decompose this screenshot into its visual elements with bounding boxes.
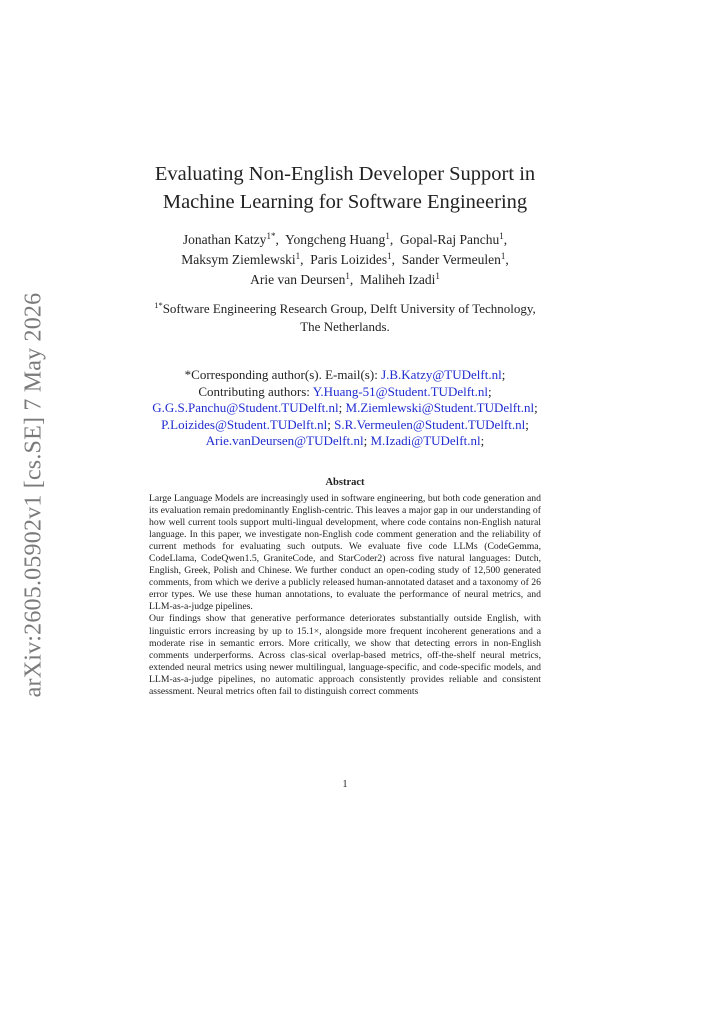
arxiv-sidebar <box>14 292 54 698</box>
author-name: Sander Vermeulen <box>401 252 501 267</box>
corresponding-line: *Corresponding author(s). E-mail(s): J.B.Katzy@TUDelft.nl; <box>184 367 506 382</box>
affiliation-line-1 <box>130 300 560 318</box>
author-sup: 1 <box>435 271 440 281</box>
author-name: Jonathan Katzy <box>182 232 267 247</box>
author-name: Maksym Ziemlewski <box>181 252 296 267</box>
abstract-paragraph-2: Our findings show that generative performance deteriorates substantially outside English, with linguistic errors increasing by up to 15.1×, alongside more frequent incoherent generations and a moderate rise in semantic errors. More critically, we show that detecting errors in non-English comments underperforms. Across clas-sical overlap-based metrics, off-the-shelf neural metrics, extended neural metrics using newer multilingual, language-specific, and code-specific models, and LLM-as-a-judge pipelines, no automatic approach consistently provides reliable and consistent assessment. Neural metrics often fail to distinguish correct comments <box>149 613 541 697</box>
abstract-body <box>149 493 541 699</box>
author-line-3: Arie van Deursen$^1$, Maliheh Izadi$^1$ <box>250 271 440 287</box>
author-sup: 1 <box>385 231 390 241</box>
author-sup: 1 <box>499 231 504 241</box>
email-link[interactable]: M.Izadi@TUDelft.nl <box>370 433 481 448</box>
author-name: Yongcheng Huang <box>285 232 386 247</box>
corresponding-label: *Corresponding author(s). E-mail(s): <box>184 367 378 382</box>
email-link[interactable]: Y.Huang-51@Student.TUDelft.nl <box>312 383 489 399</box>
contributing-line-3: P.Loizides@Student.TUDelft.nl; S.R.Vermeulen@Student.TUDelft.nl; <box>161 416 529 432</box>
title-line-1: Evaluating Non-English Developer Support in <box>154 163 536 185</box>
affiliation-text: Software Engineering Research Group, Delft University of Technology, <box>162 301 536 316</box>
contributing-label: Contributing authors: <box>198 383 310 399</box>
author-sup: 1 <box>295 251 301 261</box>
email-link[interactable]: Arie.vanDeursen@TUDelft.nl <box>205 433 364 448</box>
author-line-2: Maksym Ziemlewski$^1$, Paris Loizides$^1$, Sander Vermeulen$^1$, <box>181 251 509 267</box>
email-link[interactable]: S.R.Vermeulen@Student.TUDelft.nl <box>334 416 526 432</box>
author-name: Arie van Deursen <box>250 272 346 287</box>
author-sup: 1* <box>266 231 276 241</box>
author-list <box>130 230 560 290</box>
page-number: 1 <box>342 779 348 790</box>
title-line-2: Machine Learning for Software Engineering <box>162 191 528 213</box>
email-link[interactable]: J.B.Katzy@TUDelft.nl <box>381 367 502 382</box>
affiliation-line-2: The Netherlands. <box>300 319 390 334</box>
author-line-1: Jonathan Katzy$^{1*}$, Yongcheng Huang$^1$, Gopal-Raj Panchu$^1$, <box>182 231 508 247</box>
arxiv-identifier: arXiv:2605.05902v1 [cs.SE] 7 May 2026 <box>20 292 47 698</box>
email-link[interactable]: G.G.S.Panchu@Student.TUDelft.nl <box>152 400 339 415</box>
author-sup: 1 <box>387 251 392 261</box>
author-name: Paris Loizides <box>310 252 388 267</box>
contributing-line-2: G.G.S.Panchu@Student.TUDelft.nl; M.Ziemlewski@Student.TUDelft.nl; <box>152 400 538 415</box>
email-link[interactable]: M.Ziemlewski@Student.TUDelft.nl <box>345 400 535 415</box>
affiliation-sup: 1* <box>154 300 163 310</box>
abstract-paragraph-1: Large Language Models are increasingly used in software engineering, but both code generation and its evaluation remain predominantly English-centric. This leaves a major gap in our understanding of how well current tools support multi-lingual development, where code contains non-English natural language. In this paper, we investigate non-English code comment generation and the reliability of current methods for evaluating such outputs. We evaluate five code LLMs (CodeGemma, CodeLlama, CodeQwen1.5, GraniteCode, and StarCoder2) across five natural languages: Dutch, English, Greek, Polish and Chinese. We further conduct an open-coding study of 12,500 generated comments, from which we derive a publicly released human-annotated dataset and a taxonomy of 26 error types. We use these human annotations, to evaluate the performance of neural metrics, and LLM-as-a-judge pipelines. <box>149 492 541 613</box>
author-sup: 1 <box>345 271 350 281</box>
affiliation <box>130 300 560 336</box>
paper-first-page <box>130 160 560 698</box>
author-name: Gopal-Raj Panchu <box>399 232 500 247</box>
paper-title <box>130 160 560 216</box>
contributing-line-1: Contributing authors: Y.Huang-51@Student.TUDelft.nl; <box>198 383 492 399</box>
contact-block <box>130 367 560 450</box>
contributing-line-4: Arie.vanDeursen@TUDelft.nl; M.Izadi@TUDelft.nl; <box>205 433 485 448</box>
author-name: Maliheh Izadi <box>359 272 436 287</box>
email-link[interactable]: P.Loizides@Student.TUDelft.nl <box>161 416 328 432</box>
author-sup: 1 <box>500 251 506 261</box>
abstract-heading: Abstract <box>325 476 365 488</box>
